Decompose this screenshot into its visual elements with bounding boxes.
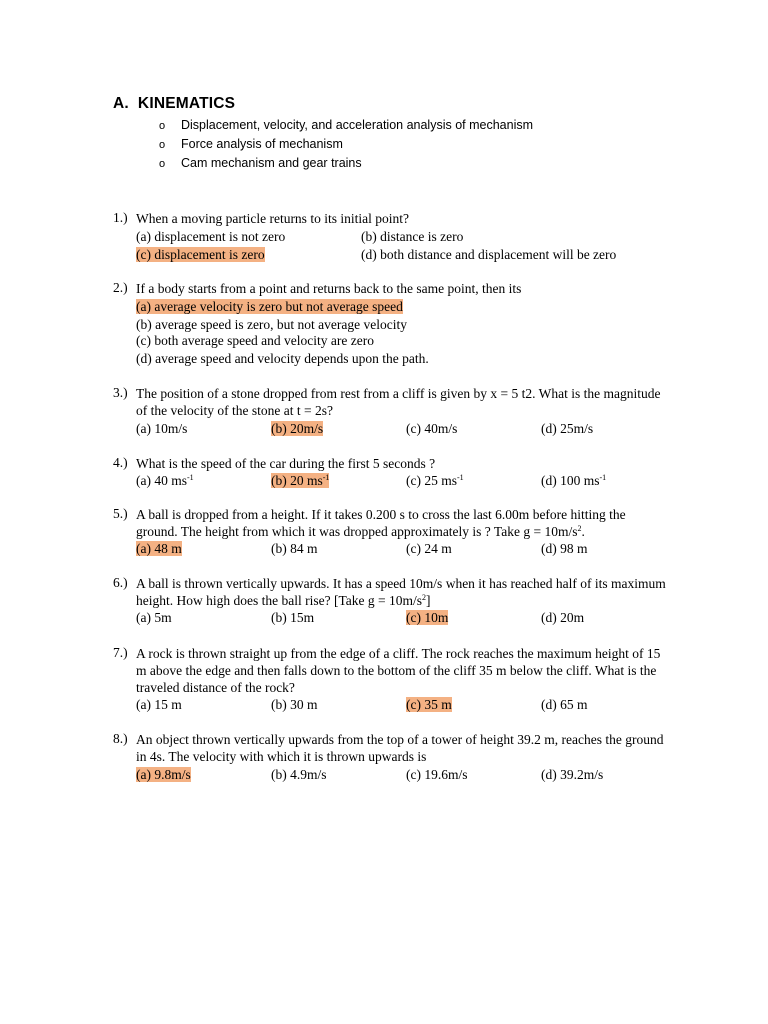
question-text: in 4s. The velocity with which it is thrown upwards is	[136, 749, 427, 764]
option-d: (d) 65 m	[541, 697, 588, 712]
question-text: A ball is dropped from a height. If it takes 0.200 s to cross the last 6.00m before hitting the	[136, 507, 626, 522]
question-number: 4.)	[113, 455, 128, 470]
option-d: (d) 20m	[541, 610, 585, 625]
question-text: What is the speed of the car during the first 5 seconds ?	[136, 456, 436, 471]
option-b: (b) distance is zero	[361, 229, 464, 244]
option-a: (a) 40 $ms^{-1}$	[136, 473, 194, 488]
option-b-correct: (b) 20 $ms^{-1}$	[271, 473, 330, 488]
question-number: 8.)	[113, 731, 128, 746]
question-text: If a body starts from a point and returns back to the same point, then its	[136, 281, 522, 296]
option-d: (d) 39.2m/s	[541, 767, 604, 782]
option-d: (d) both distance and displacement will be zero	[361, 247, 617, 262]
question-number: 7.)	[113, 645, 128, 660]
option-c: (c) 19.6m/s	[406, 767, 468, 782]
option-a: (a) 5m	[136, 610, 172, 625]
option-d: (d) 98 m	[541, 541, 588, 556]
bullet-icon: o	[159, 120, 166, 132]
option-b: (b) 15m	[271, 610, 315, 625]
option-d: (d) 100 $ms^{-1}$	[541, 473, 607, 488]
question-text: A rock is thrown straight up from the edge of a cliff. The rock reaches the maximum height of 15	[136, 646, 661, 661]
section-label: A.	[113, 95, 129, 112]
option-c: (c) 40m/s	[406, 421, 458, 436]
option-a-correct: (a) 9.8m/s	[136, 767, 191, 782]
topic-item	[159, 156, 362, 170]
question-text: ground. The height from which it was dropped approximately is ? Take $g = 10m/s^2$.	[136, 524, 585, 539]
option-b: (b) average speed is zero, but not average velocity	[136, 317, 408, 332]
option-a: (a) 10m/s	[136, 421, 188, 436]
question-text: of the velocity of the stone at t = 2s?	[136, 403, 333, 418]
question-text: The position of a stone dropped from rest from a cliff is given by x = 5 t2. What is the magnitude	[136, 386, 661, 401]
section-heading	[113, 95, 235, 113]
bullet-icon: o	[159, 158, 166, 170]
option-c: (c) both average speed and velocity are zero	[136, 333, 374, 348]
question-number: 5.)	[113, 506, 128, 521]
option-a: (a) displacement is not zero	[136, 229, 286, 244]
section-title: KINEMATICS	[137, 95, 236, 112]
option-c-correct: (c) displacement is zero	[136, 247, 265, 262]
question-text: traveled distance of the rock?	[136, 680, 295, 695]
option-c: (c) 25 $ms^{-1}$	[406, 473, 464, 488]
question-number: 1.)	[113, 210, 128, 225]
question-text: An object thrown vertically upwards from the top of a tower of height 39.2 m, reaches the ground	[136, 732, 664, 747]
topic-text: Cam mechanism and gear trains	[181, 156, 362, 170]
topic-text: Force analysis of mechanism	[181, 137, 343, 151]
question-number: 6.)	[113, 575, 128, 590]
topic-item	[159, 137, 343, 151]
question-number: 2.)	[113, 280, 128, 295]
question-number: 3.)	[113, 385, 128, 400]
option-c-correct: (c) 35 m	[406, 697, 452, 712]
topic-item	[159, 118, 533, 132]
question-text: m above the edge and then falls down to the bottom of the cliff 35 m below the cliff. What is the	[136, 663, 657, 678]
topic-text: Displacement, velocity, and acceleration analysis of mechanism	[181, 118, 534, 132]
option-b: (b) 30 m	[271, 697, 318, 712]
option-d: (d) average speed and velocity depends upon the path.	[136, 351, 429, 366]
option-c: (c) 24 m	[406, 541, 452, 556]
question-text: A ball is thrown vertically upwards. It has a speed 10m/s when it has reached half of its maximum	[136, 576, 666, 591]
bullet-icon: o	[159, 139, 166, 151]
option-a-correct: (a) average velocity is zero but not average speed	[136, 299, 403, 314]
question-text: height. How high does the ball rise? [Take $g = 10m/s^2$]	[136, 593, 431, 608]
option-b-correct: (b) 20m/s	[271, 421, 324, 436]
question-text: When a moving particle returns to its initial point?	[136, 211, 409, 226]
option-a-correct: (a) 48 m	[136, 541, 182, 556]
option-b: (b) 4.9m/s	[271, 767, 327, 782]
option-b: (b) 84 m	[271, 541, 318, 556]
option-d: (d) 25m/s	[541, 421, 594, 436]
option-c-correct: (c) 10m	[406, 610, 449, 625]
option-a: (a) 15 m	[136, 697, 182, 712]
